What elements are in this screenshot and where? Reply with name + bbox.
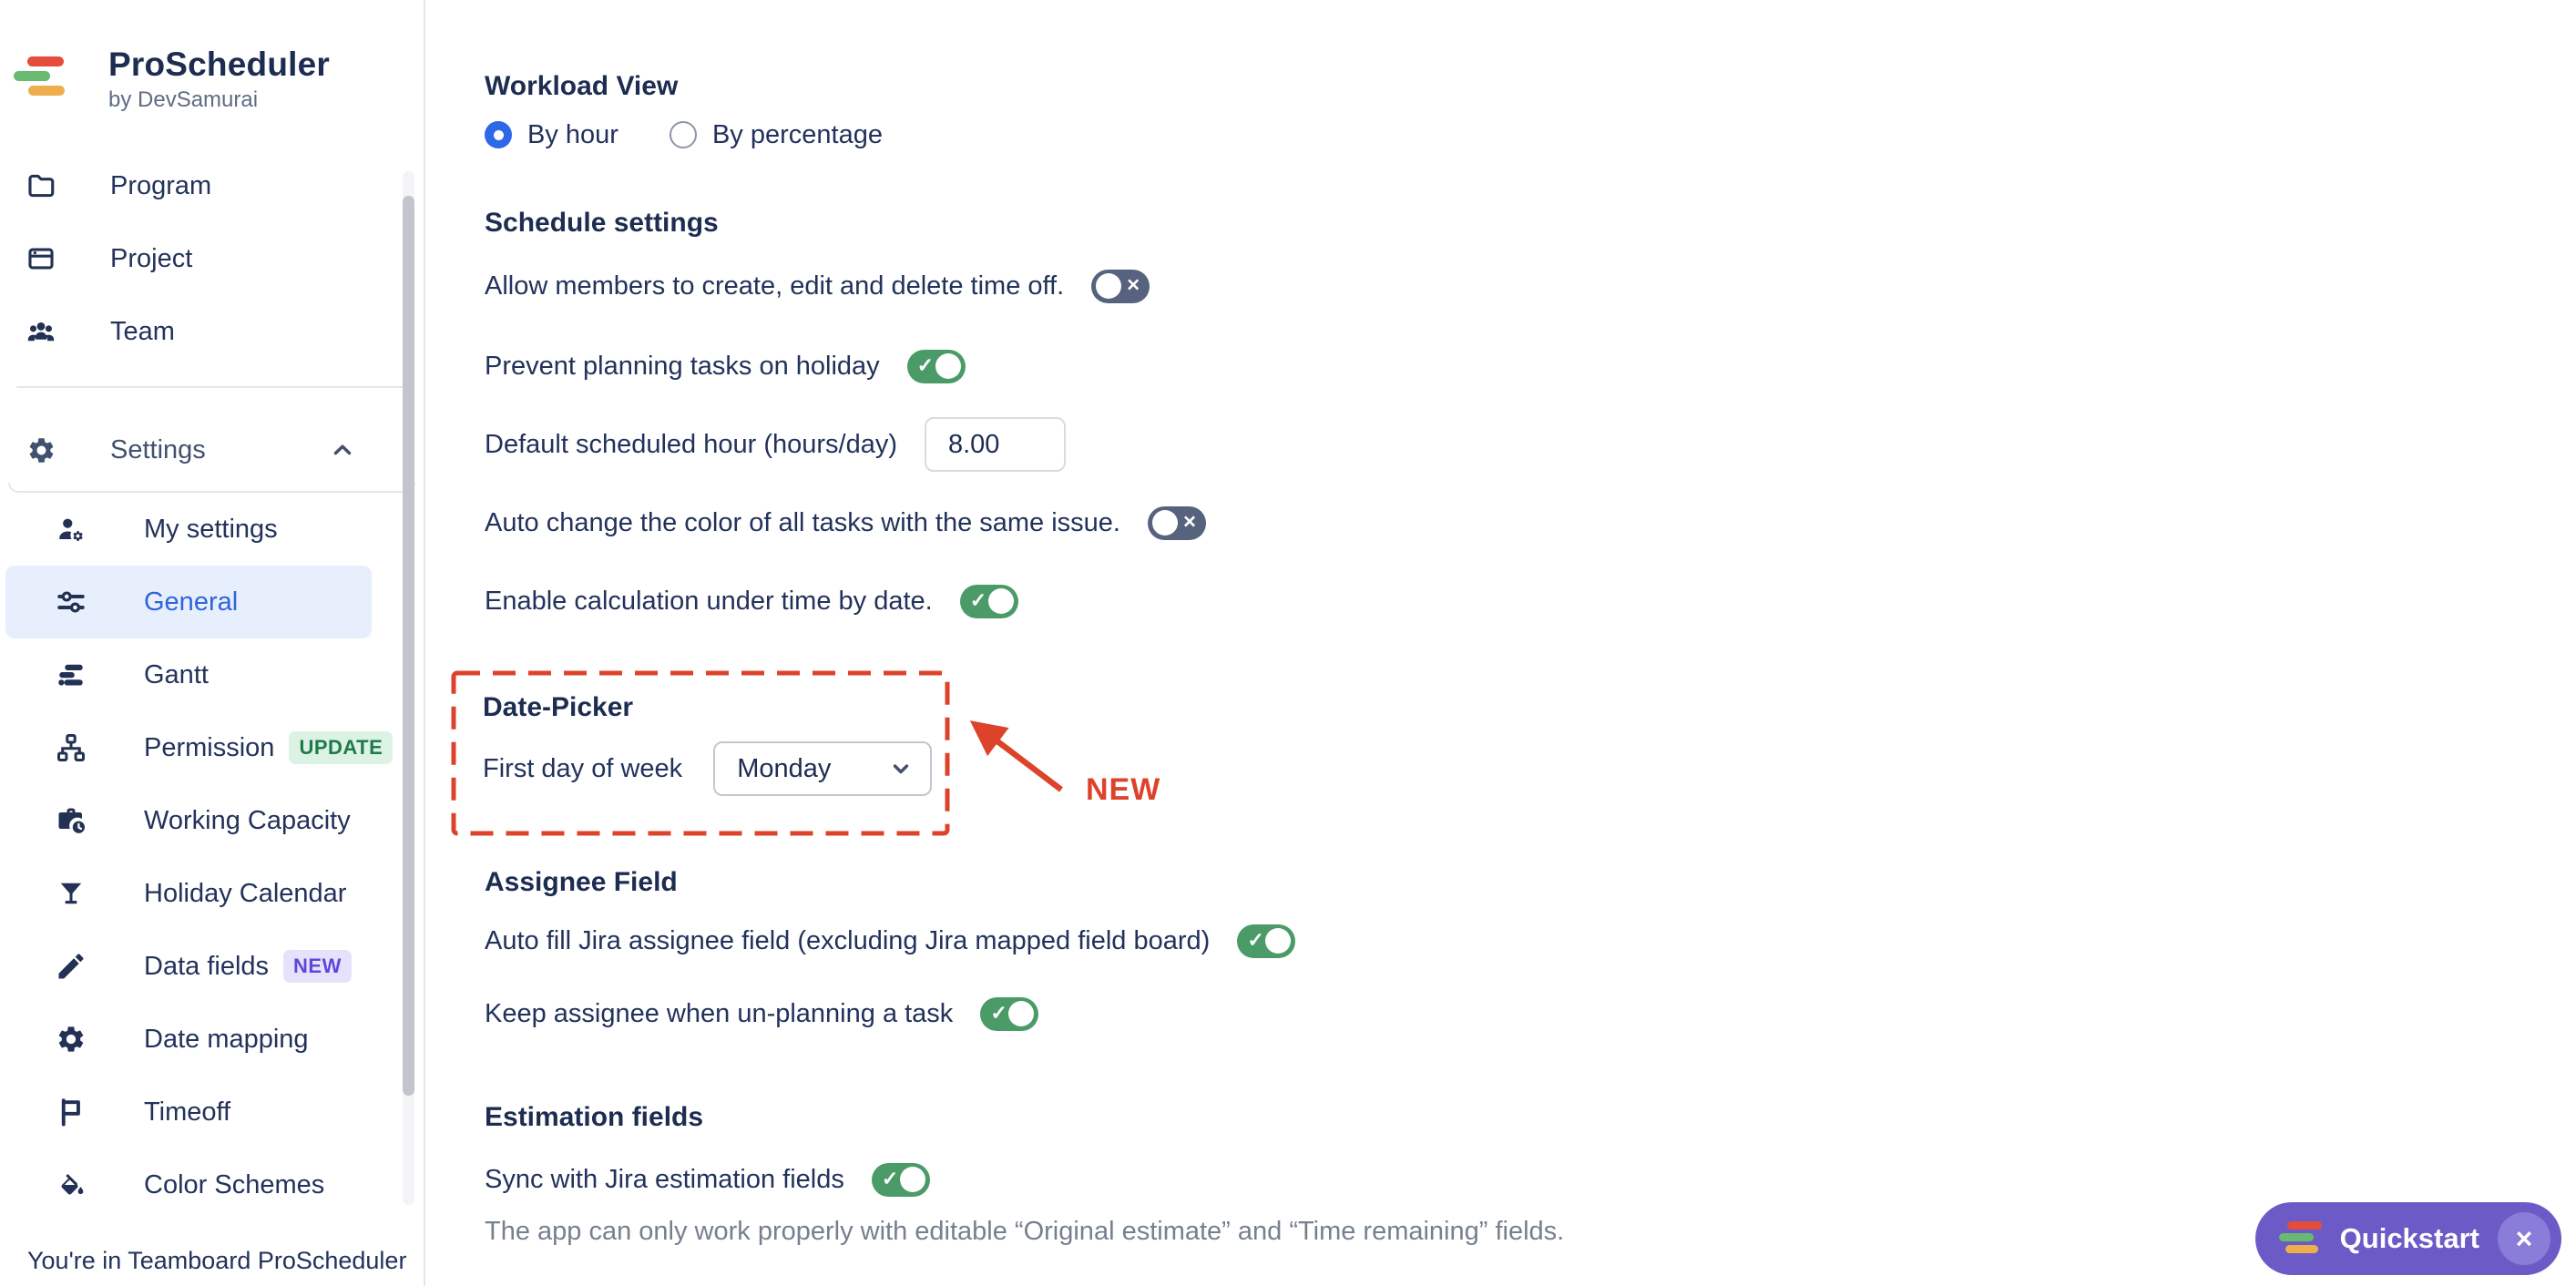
user-gear-icon (55, 513, 87, 546)
quickstart-logo-icon (2279, 1221, 2322, 1257)
update-badge: UPDATE (289, 731, 393, 764)
toggle-on[interactable]: ✓ (960, 585, 1018, 618)
sidebar-item-label: Gantt (144, 659, 209, 689)
paint-fill-icon (55, 1169, 87, 1201)
app-logo-icon (14, 56, 65, 100)
setting-row-autofill-assignee (485, 920, 2576, 962)
sidebar-item-holiday-calendar[interactable] (5, 857, 372, 930)
sidebar-item-label: Color Schemes (144, 1169, 325, 1199)
briefcase-clock-icon (55, 804, 87, 837)
select-value: Monday (737, 753, 832, 783)
setting-label: Auto change the color of all tasks with the same issue. (485, 507, 1120, 537)
gantt-icon (55, 658, 87, 691)
sidebar-item-general[interactable] (5, 566, 372, 638)
toggle-on[interactable]: ✓ (980, 997, 1038, 1031)
sidebar-item-data-fields[interactable] (5, 930, 372, 1003)
estimation-fields-heading: Estimation fields (485, 1102, 704, 1132)
chevron-down-icon (888, 756, 914, 781)
sidebar-item-gantt[interactable] (5, 638, 372, 711)
sidebar-item-label: Data fields (144, 951, 270, 981)
sitemap-icon (55, 731, 87, 764)
sidebar-scrollbar-thumb[interactable] (403, 196, 414, 1096)
app-subtitle: by DevSamurai (108, 87, 259, 112)
pencil-icon (55, 950, 87, 983)
setting-row-keep-assignee (485, 993, 2576, 1035)
radio-by-hour[interactable] (485, 120, 618, 150)
radio-label: By percentage (711, 119, 883, 149)
setting-label: Default scheduled hour (hours/day) (485, 429, 897, 459)
workload-view-heading: Workload View (485, 71, 679, 101)
setting-row-under-time (485, 579, 2576, 623)
setting-row-allow-timeoff (485, 264, 2576, 308)
setting-label: Keep assignee when un-planning a task (485, 998, 954, 1028)
sidebar-item-label: Program (110, 170, 212, 200)
gear-icon (26, 434, 56, 465)
new-annotation-text: NEW (1086, 772, 1161, 807)
folder-icon (26, 170, 56, 201)
settings-group-border (8, 483, 415, 493)
sidebar-item-date-mapping[interactable] (5, 1003, 372, 1076)
settings-main-panel (427, 0, 2576, 1286)
flag-icon (55, 1096, 87, 1128)
sidebar-item-team[interactable] (0, 295, 424, 368)
assignee-field-heading: Assignee Field (485, 867, 678, 897)
sidebar-item-working-capacity[interactable] (5, 784, 372, 857)
default-hour-input[interactable] (925, 417, 1066, 472)
quickstart-label: Quickstart (2339, 1222, 2479, 1254)
quickstart-button[interactable] (2255, 1202, 2561, 1275)
close-icon[interactable]: × (2498, 1212, 2550, 1265)
sidebar-item-my-settings[interactable] (5, 493, 372, 566)
first-day-select[interactable] (713, 741, 932, 796)
sidebar-item-label: Working Capacity (144, 805, 351, 835)
radio-unselected-icon[interactable] (670, 121, 697, 148)
footer-status-text: You're in Teamboard ProScheduler (27, 1247, 407, 1274)
sidebar-item-label: Permission (144, 732, 275, 762)
setting-row-default-hour (485, 417, 2576, 472)
sidebar-item-project[interactable] (0, 222, 424, 295)
date-picker-heading: Date-Picker (483, 692, 634, 722)
sidebar-item-label: Team (110, 316, 175, 346)
sidebar-item-label: General (144, 587, 239, 617)
workload-radio-group (485, 118, 2576, 151)
sidebar-item-label: My settings (144, 514, 278, 544)
setting-label: Auto fill Jira assignee field (excluding Jira mapped field board) (485, 925, 1211, 955)
new-badge: NEW (283, 950, 352, 983)
radio-label: By hour (527, 119, 618, 149)
setting-label: Enable calculation under time by date. (485, 586, 933, 616)
sidebar-item-label: Holiday Calendar (144, 878, 347, 908)
schedule-settings-heading: Schedule settings (485, 208, 719, 238)
sidebar-item-label: Date mapping (144, 1024, 309, 1054)
toggle-on[interactable]: ✓ (907, 350, 966, 383)
setting-row-sync-estimation (485, 1158, 2576, 1200)
date-picker-highlight-box (451, 670, 950, 836)
martini-icon (55, 877, 87, 910)
sidebar-divider (16, 386, 407, 388)
setting-row-prevent-holiday (485, 344, 2576, 388)
toggle-on[interactable]: ✓ (1237, 924, 1295, 958)
estimation-note-text: The app can only work properly with editable “Original estimate” and “Time remaining” fields. (485, 1217, 1565, 1246)
setting-row-auto-color (485, 501, 2576, 545)
sidebar-item-label: Project (110, 243, 193, 273)
radio-selected-icon[interactable] (485, 121, 512, 148)
toggle-off[interactable]: × (1148, 506, 1206, 540)
app-logo (0, 0, 424, 113)
chevron-up-icon[interactable] (327, 434, 358, 465)
setting-row-first-day (483, 741, 950, 796)
gear-icon (55, 1023, 87, 1056)
sidebar-group-settings[interactable] (0, 417, 424, 483)
sidebar-group-label: Settings (110, 434, 206, 464)
sidebar-item-timeoff[interactable] (5, 1076, 372, 1148)
sidebar (0, 0, 425, 1286)
sidebar-item-label: Timeoff (144, 1097, 231, 1127)
team-icon (26, 316, 56, 347)
sidebar-item-color-schemes[interactable] (5, 1148, 372, 1221)
sidebar-item-program[interactable] (0, 149, 424, 222)
radio-by-percentage[interactable] (670, 120, 883, 150)
setting-label: Prevent planning tasks on holiday (485, 351, 880, 381)
app-title: ProScheduler (108, 46, 330, 83)
sliders-icon (55, 586, 87, 618)
toggle-off[interactable]: × (1091, 270, 1150, 303)
sidebar-item-permission[interactable] (5, 711, 383, 784)
toggle-on[interactable]: ✓ (872, 1163, 930, 1197)
setting-label: Allow members to create, edit and delete time off. (485, 270, 1065, 301)
sidebar-nav (0, 149, 424, 1221)
window-icon (26, 243, 56, 274)
setting-label: Sync with Jira estimation fields (485, 1164, 844, 1194)
setting-label: First day of week (483, 753, 683, 783)
